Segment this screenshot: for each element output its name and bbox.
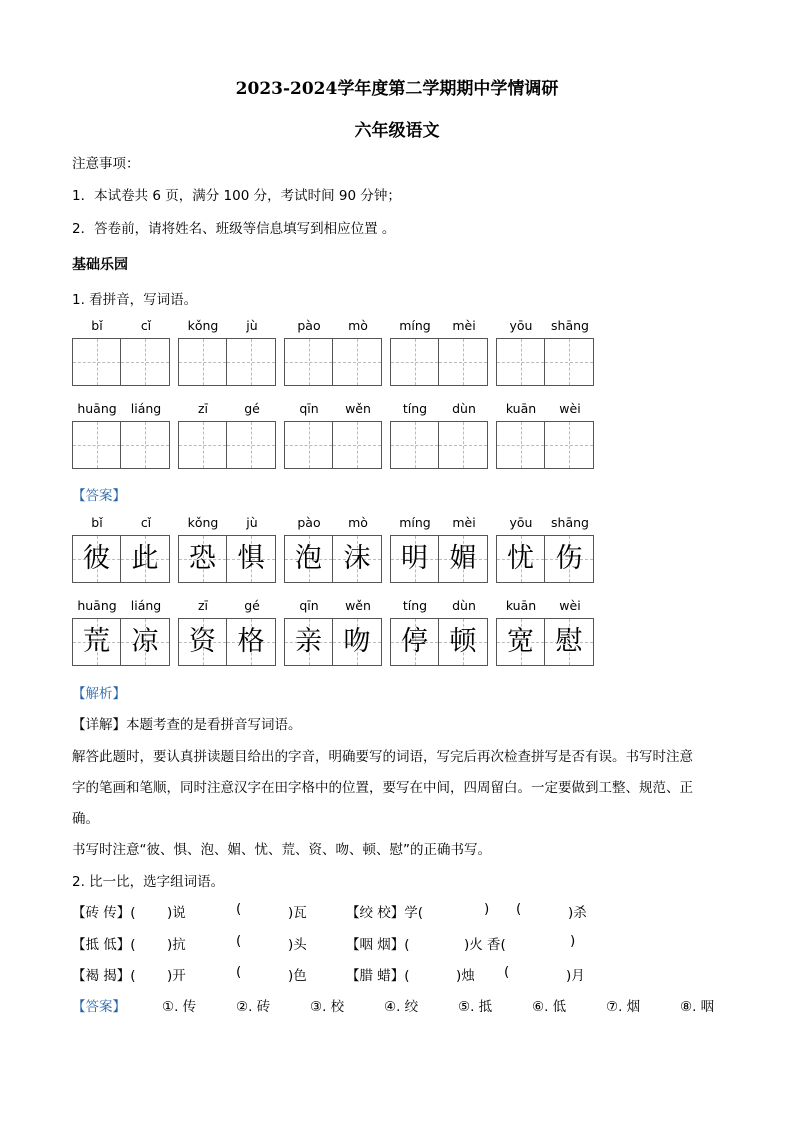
q2-cell: )杀 bbox=[568, 905, 587, 921]
pinyin-label: kuān bbox=[505, 598, 537, 613]
answer-char: 吻 bbox=[343, 626, 371, 657]
pinyin-label: yōu bbox=[509, 515, 533, 530]
pinyin-label: kǒng bbox=[187, 515, 219, 530]
pinyin-label: míng bbox=[399, 318, 431, 333]
exam-subtitle: 六年级语文 bbox=[354, 121, 440, 141]
q2-cell: )说 bbox=[167, 905, 186, 921]
q2-cell: 【咽 烟】( bbox=[346, 937, 410, 953]
tianzige-cell bbox=[73, 422, 121, 468]
answer-char: 明 bbox=[401, 543, 428, 574]
pinyin-label: tíng bbox=[402, 598, 428, 613]
tianzige-cell bbox=[73, 536, 121, 582]
tianzige-box bbox=[496, 535, 594, 583]
tianzige-box bbox=[390, 618, 488, 666]
q2-cell: )月 bbox=[566, 968, 585, 984]
q2-cell: ( bbox=[504, 964, 510, 980]
q2-cell: 【腊 蜡】( bbox=[346, 968, 410, 984]
tianzige-cell bbox=[391, 619, 439, 665]
answer-char: 彼 bbox=[83, 543, 110, 574]
answer-char: 宽 bbox=[507, 626, 534, 657]
q2-cell: ) bbox=[570, 933, 576, 949]
pinyin-label: pào bbox=[297, 515, 321, 530]
detail-text: 本题考查的是看拼音写词语。 bbox=[126, 717, 302, 733]
tianzige-cell bbox=[285, 422, 333, 468]
q2-answer: ⑧. 咽 bbox=[680, 999, 715, 1015]
pinyin-label: huāng bbox=[77, 598, 117, 613]
tianzige-cell bbox=[497, 339, 545, 385]
q1-para-3: 确。 bbox=[72, 811, 99, 827]
notes-heading: 注意事项： bbox=[72, 156, 140, 172]
answer-char: 恐 bbox=[189, 543, 216, 574]
tianzige-box bbox=[178, 421, 276, 469]
answer-char: 格 bbox=[237, 626, 265, 657]
pinyin-label: bǐ bbox=[91, 318, 103, 333]
tianzige-cell bbox=[227, 422, 275, 468]
q2-cell: )开 bbox=[167, 968, 186, 984]
tianzige-cell bbox=[439, 339, 487, 385]
tianzige-cell bbox=[333, 339, 381, 385]
tianzige-cell bbox=[285, 339, 333, 385]
tianzige-box bbox=[178, 338, 276, 386]
q2-answer: ①. 传 bbox=[162, 999, 197, 1015]
tianzige-cell bbox=[391, 536, 439, 582]
pinyin-label: míng bbox=[399, 515, 431, 530]
tianzige-cell bbox=[121, 422, 169, 468]
pinyin-label: pào bbox=[297, 318, 321, 333]
q2-answer: ⑤. 抵 bbox=[458, 999, 493, 1015]
q2-cell: )抗 bbox=[167, 937, 186, 953]
tianzige-cell bbox=[545, 536, 593, 582]
tianzige-cell bbox=[439, 422, 487, 468]
answer-char: 荒 bbox=[83, 626, 110, 657]
q1-para-1: 解答此题时，要认真拼读题目给出的字音，明确要写的词语，写完后再次检查拼写是否有误。书写时注意 bbox=[72, 749, 693, 765]
tianzige-cell bbox=[227, 339, 275, 385]
q2-cell: 【褐 揭】( bbox=[72, 968, 136, 984]
tianzige-box bbox=[178, 535, 276, 583]
tianzige-cell bbox=[121, 339, 169, 385]
q2-cell: ( bbox=[236, 933, 242, 949]
tianzige-box bbox=[284, 338, 382, 386]
pinyin-label: mèi bbox=[452, 318, 476, 333]
tianzige-cell bbox=[179, 619, 227, 665]
tianzige-cell bbox=[179, 339, 227, 385]
tianzige-cell bbox=[179, 422, 227, 468]
q2-answer: ④. 绞 bbox=[384, 999, 419, 1015]
pinyin-label: dùn bbox=[452, 401, 476, 416]
pinyin-label: tíng bbox=[402, 401, 428, 416]
tianzige-cell bbox=[333, 536, 381, 582]
q2-cell: 【绞 校】学( bbox=[346, 905, 424, 921]
tianzige-cell bbox=[497, 619, 545, 665]
q1-detail bbox=[72, 713, 302, 733]
pinyin-label: wèi bbox=[559, 598, 581, 613]
pinyin-label: kuān bbox=[505, 401, 537, 416]
answer-char: 慰 bbox=[555, 626, 583, 657]
tianzige-cell bbox=[285, 619, 333, 665]
tianzige-cell bbox=[121, 536, 169, 582]
tianzige-cell bbox=[73, 339, 121, 385]
q1-para-2: 字的笔画和笔顺，同时注意汉字在田字格中的位置，要写在中间，四周留白。一定要做到工整、规范、正 bbox=[72, 780, 693, 796]
answer-char: 忧 bbox=[507, 543, 534, 574]
pinyin-label: mò bbox=[348, 515, 368, 530]
tianzige-box bbox=[390, 338, 488, 386]
q2-answer: ⑦. 烟 bbox=[606, 999, 641, 1015]
pinyin-label: huāng bbox=[77, 401, 117, 416]
q2-cell: ( bbox=[236, 901, 242, 917]
tianzige-box bbox=[72, 421, 170, 469]
answer-char: 惧 bbox=[237, 543, 265, 574]
tianzige-cell bbox=[439, 619, 487, 665]
q1-analysis-tag: 【解析】 bbox=[72, 686, 126, 702]
answer-char: 沫 bbox=[343, 543, 371, 574]
tianzige-cell bbox=[545, 339, 593, 385]
q2-cell: ( bbox=[236, 964, 242, 980]
q1-answer-tag: 【答案】 bbox=[72, 488, 126, 504]
pinyin-label: qīn bbox=[299, 598, 319, 613]
tianzige-cell bbox=[391, 339, 439, 385]
q2-answer: ③. 校 bbox=[310, 999, 345, 1015]
q2-cell: )头 bbox=[288, 937, 307, 953]
tianzige-box bbox=[178, 618, 276, 666]
tianzige-box bbox=[284, 535, 382, 583]
tianzige-box bbox=[496, 421, 594, 469]
tianzige-box bbox=[72, 618, 170, 666]
q2-cell: )烛 bbox=[456, 968, 475, 984]
q2-answer: ⑥. 低 bbox=[532, 999, 567, 1015]
pinyin-label: gé bbox=[244, 401, 260, 416]
tianzige-box bbox=[390, 421, 488, 469]
q2-cell: 【抵 低】( bbox=[72, 937, 136, 953]
tianzige-box bbox=[284, 421, 382, 469]
tianzige-cell bbox=[285, 536, 333, 582]
q1-para-4: 书写时注意“彼、惧、泡、媚、忧、荒、资、吻、顿、慰”的正确书写。 bbox=[72, 842, 491, 858]
tianzige-cell bbox=[179, 536, 227, 582]
pinyin-label: kǒng bbox=[187, 318, 219, 333]
tianzige-cell bbox=[227, 536, 275, 582]
q2-cell: ) bbox=[484, 901, 490, 917]
q2-cell: ( bbox=[516, 901, 522, 917]
pinyin-label: liáng bbox=[130, 598, 162, 613]
q2-answer: ②. 砖 bbox=[236, 999, 271, 1015]
q2-cell: )瓦 bbox=[288, 905, 307, 921]
pinyin-label: shāng bbox=[551, 318, 589, 333]
pinyin-label: liáng bbox=[130, 401, 162, 416]
pinyin-label: zī bbox=[197, 401, 209, 416]
section-title: 基础乐园 bbox=[72, 257, 128, 273]
pinyin-label: wèi bbox=[559, 401, 581, 416]
exam-title: 2023-2024学年度第二学期期中学情调研 bbox=[235, 79, 559, 99]
tianzige-cell bbox=[391, 422, 439, 468]
q2-cell: 【砖 传】( bbox=[72, 905, 136, 921]
pinyin-label: wěn bbox=[345, 401, 371, 416]
pinyin-label: jù bbox=[246, 515, 258, 530]
answer-char: 媚 bbox=[449, 543, 477, 574]
pinyin-label: bǐ bbox=[91, 515, 103, 530]
pinyin-label: mèi bbox=[452, 515, 476, 530]
tianzige-cell bbox=[545, 422, 593, 468]
tianzige-cell bbox=[227, 619, 275, 665]
tianzige-box bbox=[496, 338, 594, 386]
q2-answer-tag: 【答案】 bbox=[72, 999, 126, 1015]
tianzige-cell bbox=[333, 619, 381, 665]
pinyin-label: wěn bbox=[345, 598, 371, 613]
tianzige-cell bbox=[545, 619, 593, 665]
detail-tag: 【详解】 bbox=[72, 717, 126, 733]
q2-cell: )色 bbox=[288, 968, 307, 984]
tianzige-box bbox=[284, 618, 382, 666]
answer-char: 资 bbox=[189, 626, 216, 657]
tianzige-box bbox=[72, 338, 170, 386]
pinyin-label: cǐ bbox=[140, 318, 152, 333]
answer-char: 伤 bbox=[555, 543, 583, 574]
answer-char: 泡 bbox=[295, 543, 322, 574]
tianzige-box bbox=[496, 618, 594, 666]
pinyin-label: jù bbox=[246, 318, 258, 333]
pinyin-label: gé bbox=[244, 598, 260, 613]
tianzige-cell bbox=[121, 619, 169, 665]
answer-char: 亲 bbox=[295, 626, 322, 657]
notes-item-2: 2．答卷前，请将姓名、班级等信息填写到相应位置 。 bbox=[72, 221, 396, 237]
tianzige-cell bbox=[497, 422, 545, 468]
q2-stem: 2. 比一比，选字组词语。 bbox=[72, 874, 225, 890]
q2-cell: )火 香( bbox=[464, 937, 506, 953]
answer-char: 停 bbox=[401, 626, 428, 657]
q1-stem: 1. 看拼音，写词语。 bbox=[72, 292, 198, 308]
pinyin-label: yōu bbox=[509, 318, 533, 333]
tianzige-box bbox=[390, 535, 488, 583]
tianzige-cell bbox=[333, 422, 381, 468]
tianzige-cell bbox=[439, 536, 487, 582]
pinyin-label: dùn bbox=[452, 598, 476, 613]
pinyin-label: qīn bbox=[299, 401, 319, 416]
answer-char: 此 bbox=[131, 543, 159, 574]
tianzige-cell bbox=[497, 536, 545, 582]
pinyin-label: mò bbox=[348, 318, 368, 333]
pinyin-label: cǐ bbox=[140, 515, 152, 530]
tianzige-cell bbox=[73, 619, 121, 665]
tianzige-box bbox=[72, 535, 170, 583]
answer-char: 顿 bbox=[449, 626, 477, 657]
pinyin-label: shāng bbox=[551, 515, 589, 530]
notes-item-1: 1．本试卷共 6 页，满分 100 分，考试时间 90 分钟； bbox=[72, 188, 401, 204]
answer-char: 凉 bbox=[131, 626, 159, 657]
pinyin-label: zī bbox=[197, 598, 209, 613]
